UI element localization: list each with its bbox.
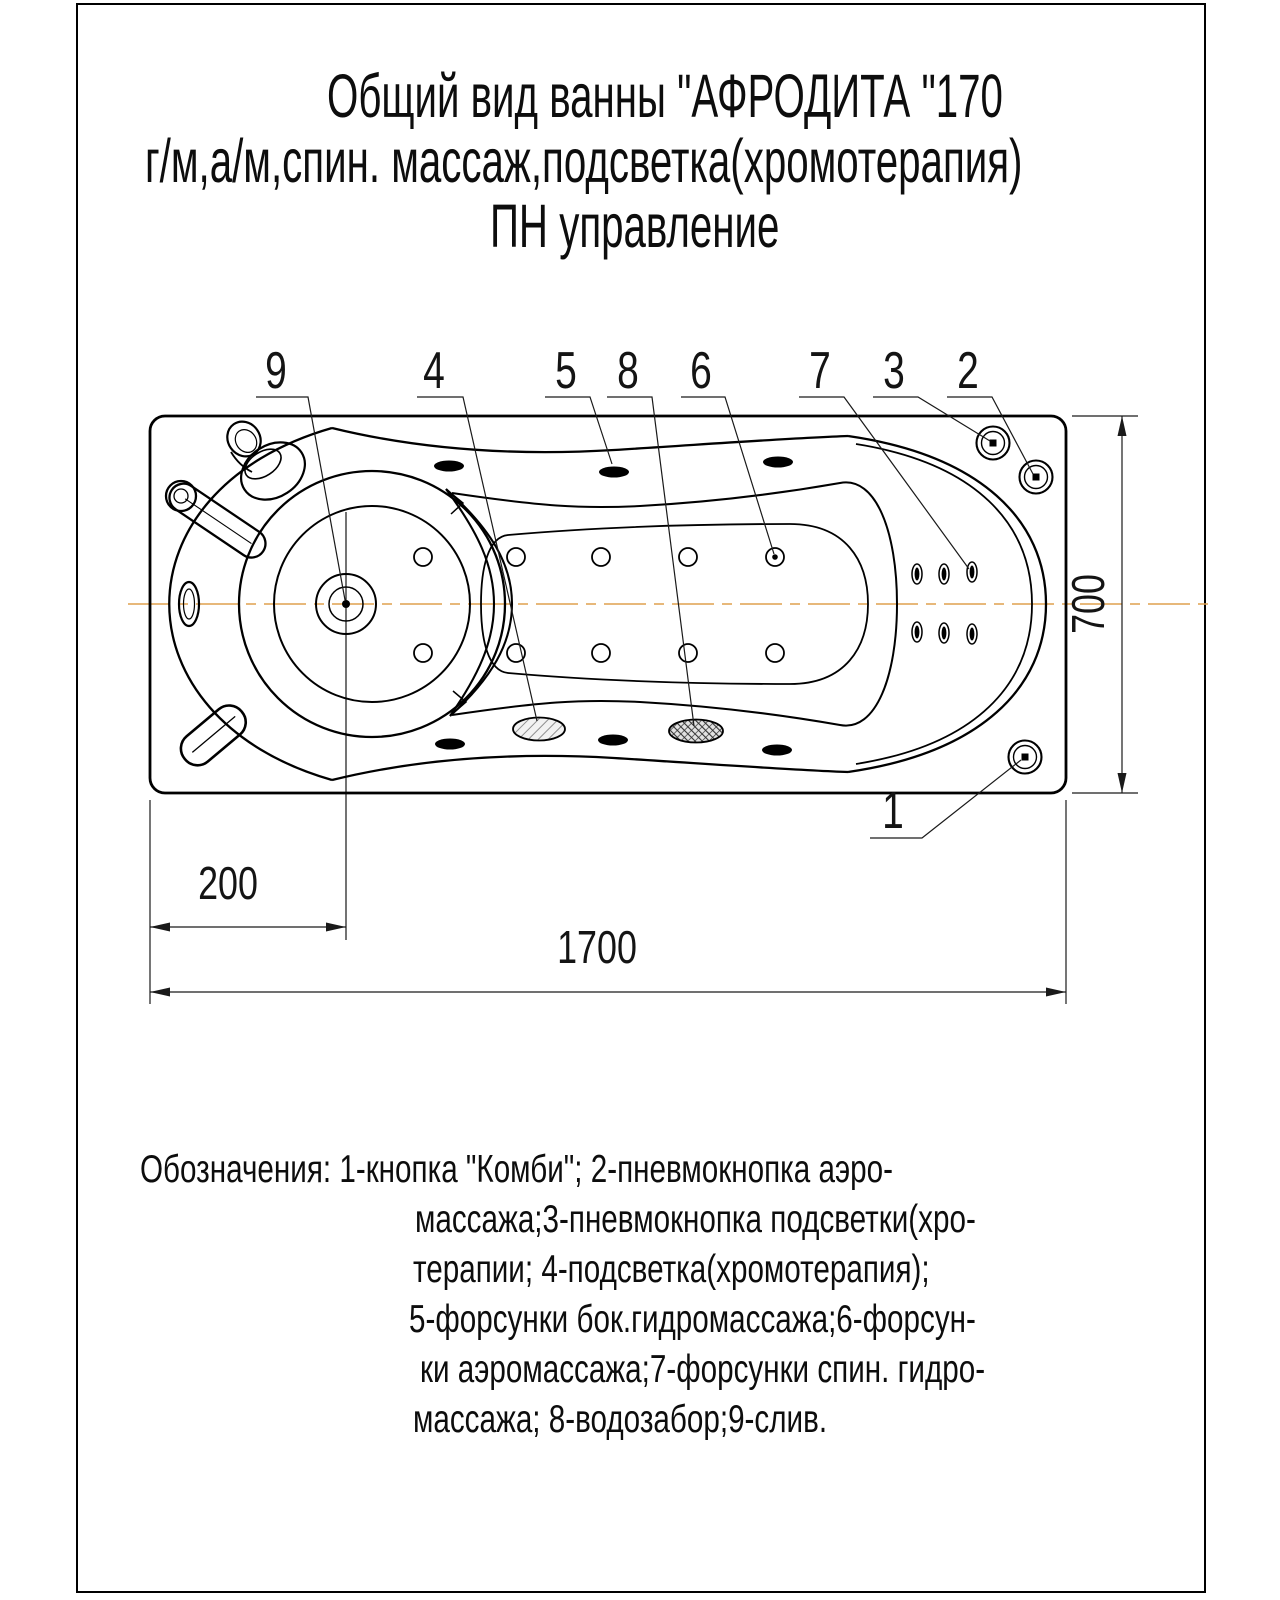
leader-2 bbox=[947, 397, 1033, 474]
dim-label-700: 700 bbox=[1062, 574, 1115, 634]
callout-number-7: 7 bbox=[809, 340, 831, 400]
callout-number-6: 6 bbox=[690, 340, 712, 400]
dim-label-200: 200 bbox=[198, 857, 258, 910]
dim-label-1700: 1700 bbox=[557, 921, 637, 974]
dimension-length-1700 bbox=[150, 800, 1066, 1004]
faucet-spout bbox=[221, 415, 316, 511]
legend-line-6: массажа; 8-водозабор;9-слив. bbox=[413, 1398, 828, 1441]
legend-line-1: Обозначения: 1-кнопка "Комби"; 2-пневмокнопка аэро- bbox=[140, 1148, 893, 1191]
drawing-title-line1: Общий вид ванны "АФРОДИТА "170 bbox=[327, 62, 1003, 130]
dimension-drain-offset-200 bbox=[150, 923, 346, 932]
tub-inner-contour-top bbox=[332, 428, 848, 452]
callout-number-2: 2 bbox=[957, 340, 979, 400]
leader-3 bbox=[873, 397, 990, 441]
legend-line-2: массажа;3-пневмокнопка подсветки(хро- bbox=[415, 1198, 976, 1241]
button-aeromassage bbox=[1020, 461, 1053, 494]
drawing-title-line2: г/м,а/м,спин. массаж,подсветка(хромотерапия) bbox=[145, 127, 1023, 195]
tub-inner-contour-bottom bbox=[332, 756, 848, 780]
callout-number-8: 8 bbox=[617, 340, 639, 400]
leader-5 bbox=[545, 397, 612, 464]
callout-number-5: 5 bbox=[555, 340, 577, 400]
chromotherapy-light bbox=[513, 718, 565, 741]
drawing-title-line3: ПН управление bbox=[490, 192, 780, 260]
water-intake bbox=[669, 720, 723, 743]
button-light-chromo bbox=[977, 427, 1010, 460]
legend-line-4: 5-форсунки бок.гидромассажа;6-форсун- bbox=[409, 1298, 976, 1341]
spinal-hydro-jets bbox=[912, 562, 977, 644]
drain bbox=[316, 512, 376, 940]
callout-number-9: 9 bbox=[265, 340, 287, 400]
legend-line-5: ки аэромассажа;7-форсунки спин. гидро- bbox=[420, 1348, 986, 1391]
button-kombi bbox=[1009, 741, 1042, 774]
legend-line-3: терапии; 4-подсветка(хромотерапия); bbox=[413, 1248, 930, 1291]
leader-7 bbox=[799, 397, 969, 569]
leader-6 bbox=[681, 397, 774, 554]
callout-number-3: 3 bbox=[883, 340, 905, 400]
callout-number-4: 4 bbox=[423, 340, 445, 400]
callout-number-1: 1 bbox=[882, 780, 904, 840]
